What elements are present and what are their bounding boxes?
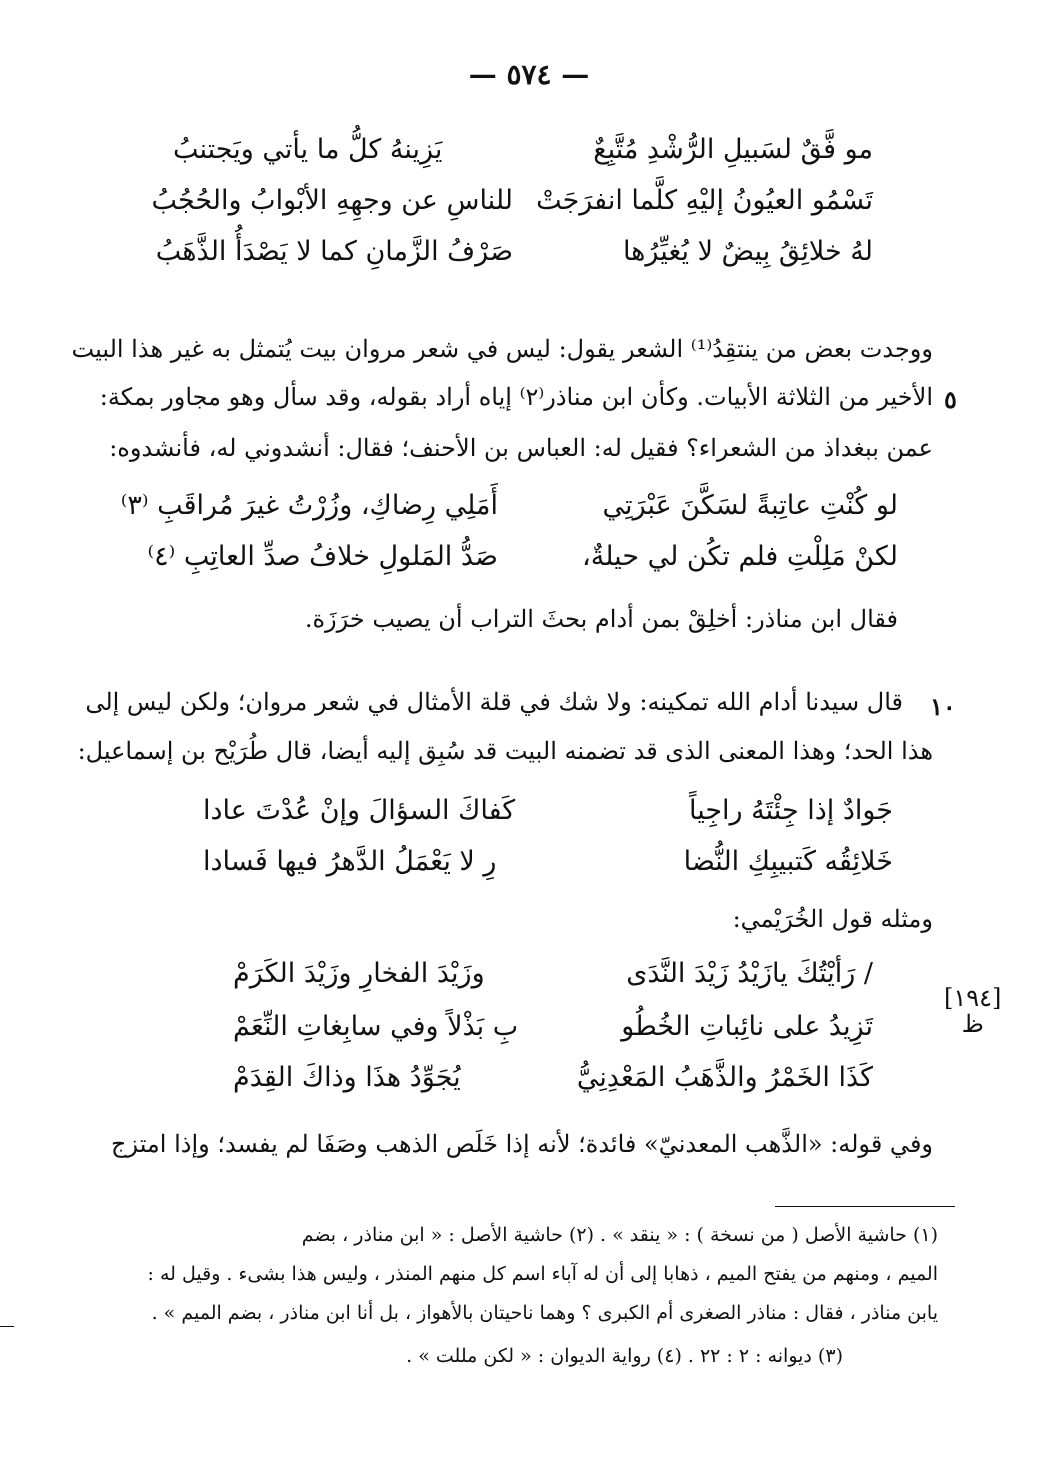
paragraph-line: ومثله قول الخُرَيْمي: xyxy=(732,905,933,933)
verse-line xyxy=(203,846,893,886)
paragraph-line: وفي قوله: «الذَّهب المعدنيّ» فائدة؛ لأنه إذا خَلَص الذهب وصَفَا لم يفسد؛ وإذا امتزج xyxy=(110,1130,933,1158)
verse-hemistich-first: لكنْ مَلِلْتِ فلم تكُن لي حيلةٌ، xyxy=(582,541,898,572)
folio-side: ظ xyxy=(961,1010,984,1038)
paragraph-line: ووجدت بعض من ينتقِدُ⁽¹⁾ الشعر يقول: ليس في شعر مروان بيت يُتمثل به غير هذا البيت xyxy=(71,335,933,363)
verse-line xyxy=(151,185,873,225)
verse-line xyxy=(120,490,898,530)
verse-line xyxy=(233,1062,873,1102)
verse-hemistich-second: يَزِينهُ كلُّ ما يأتي ويَجتنبُ xyxy=(173,134,443,165)
footnote-line: (١) حاشية الأصل ( من نسخة ) : « ينقد » . (٢) حاشية الأصل : « ابن مناذر ، بضم xyxy=(301,1224,938,1246)
paragraph-line: هذا الحد؛ وهذا المعنى الذى قد تضمنه البيت قد سُبِق إليه أيضا، قال طُرَيْح بن إسماعيل: xyxy=(77,737,933,765)
footnote-line: الميم ، ومنهم من يفتح الميم ، ذهابا إلى أن له آباء اسم كل منهم المنذر ، وليس هذا بشىء . وقيل له : xyxy=(147,1263,938,1285)
verse-line xyxy=(203,795,893,835)
verse-hemistich-second: كَفاكَ السؤالَ وإنْ عُدْتَ عادا xyxy=(203,795,516,826)
folio-reference xyxy=(944,985,1001,1037)
verse-line xyxy=(155,236,873,276)
verse-hemistich-second: بِ بَذْلاً وفي سابِغاتِ النِّعَمْ xyxy=(233,1011,519,1042)
verse-line xyxy=(233,958,873,998)
verse-hemistich-first: لهُ خلائِقُ بِيضٌ لا يُغيِّرُها xyxy=(622,236,873,267)
verse-hemistich-first: مو فَّقٌ لسَبيلِ الرُّشْدِ مُتَّبِعٌ xyxy=(593,134,873,165)
folio-number: [١٩٤] xyxy=(944,984,1002,1012)
verse-hemistich-first: / رَأيْتُكَ يازَيْدُ زَيْدَ النَّدَى xyxy=(626,958,873,989)
verse-hemistich-second: رِ لا يَعْمَلُ الدَّهرُ فيها فَسادا xyxy=(203,846,497,877)
verse-hemistich-second: للناسِ عن وجهِهِ الأبْوابُ والحُجُبُ xyxy=(151,185,513,216)
paragraph-line: فقال ابن مناذر: أخلِقْ بمن أدام بحثَ التراب أن يصيب خرَزَة. xyxy=(304,605,898,633)
footnote-line: يابن مناذر ، فقال : مناذر الصغرى أم الكبرى ؟ وهما ناحيتان بالأهواز ، بل أنا ابن مناذر ، بضم الميم » . xyxy=(151,1302,938,1324)
paragraph-line: عمن ببغداذ من الشعراء؟ فقيل له: العباس بن الأحنف؛ فقال: أنشدوني له، فأنشدوه: xyxy=(109,434,933,462)
verse-hemistich-first: تَزِيدُ على نائِباتِ الخُطُو xyxy=(621,1011,873,1042)
footnote-divider xyxy=(775,1206,955,1207)
paragraph-line: الأخير من الثلاثة الأبيات. وكأن ابن مناذر⁽٢⁾ إياه أراد بقوله، وقد سأل وهو مجاور بمكة: xyxy=(99,383,933,411)
line-number-5: ٥ xyxy=(944,385,957,414)
line-number-10: ١٠ xyxy=(930,692,956,721)
verse-hemistich-second: وزَيْدَ الفخارِ وزَيْدَ الكَرَمْ xyxy=(233,958,485,989)
page-number: — ٥٧٤ — xyxy=(468,58,590,91)
paragraph-line: قال سيدنا أدام الله تمكينه: ولا شك في قلة الأمثال في شعر مروان؛ ولكن ليس إلى xyxy=(85,688,903,716)
verse-line xyxy=(173,134,873,174)
footnote-line: (٣) ديوانه : ٢ : ٢٢ . (٤) رواية الديوان : « لكن مللت » . xyxy=(406,1345,843,1367)
verse-hemistich-first: جَوادٌ إذا جِئْتَهُ راجِياً xyxy=(688,795,893,826)
verse-hemistich-first: خَلائِقُه كَتبيبِكِ النُّضا xyxy=(683,846,893,877)
verse-line xyxy=(233,1011,873,1051)
verse-hemistich-first: لو كُنْتِ عاتِبةً لسَكَّنَ عَبْرَتِي xyxy=(602,490,898,521)
verse-hemistich-second: أَمَلِي رِضاكِ، وزُرْتُ غيرَ مُراقَبِ ⁽٣⁾ xyxy=(120,490,498,521)
verse-hemistich-second: صَدُّ المَلولِ خلافُ صدِّ العاتِبِ ⁽٤⁾ xyxy=(147,541,498,572)
verse-hemistich-second: صَرْفُ الزَّمانِ كما لا يَصْدَأُ الذَّهَبُ xyxy=(155,236,513,267)
verse-hemistich-second: يُجَوِّدُ هذَا وذاكَ القِدَمْ xyxy=(233,1062,461,1093)
scan-edge-mark xyxy=(0,1326,14,1327)
verse-hemistich-first: كَذَا الخَمْرُ والذَّهَبُ المَعْدِنِيُّ xyxy=(576,1062,873,1093)
verse-hemistich-first: تَسْمُو العيُونُ إليْهِ كلَّما انفرَجَتْ xyxy=(536,185,873,216)
verse-line xyxy=(147,541,898,581)
